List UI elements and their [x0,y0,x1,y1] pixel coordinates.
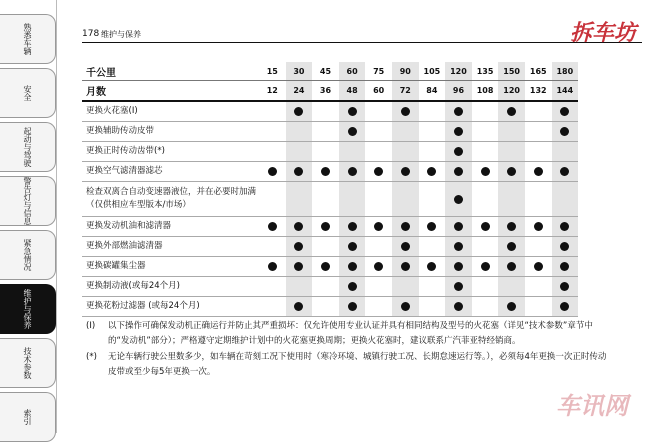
schedule-cell [498,277,525,297]
schedule-cell [419,162,446,182]
schedule-row [82,122,578,142]
service-dot-icon [507,262,516,271]
header-cell: 84 [419,81,446,102]
service-dot-icon [454,302,463,311]
schedule-cell [525,101,552,122]
schedule-cell [392,101,419,122]
service-dot-icon [454,147,463,156]
service-dot-icon [268,167,277,176]
schedule-cell [552,217,579,237]
service-dot-icon [534,262,543,271]
chapter-tab-label: 索引 [23,409,32,425]
service-dot-icon [454,195,463,204]
schedule-cell [445,277,472,297]
service-dot-icon [481,222,490,231]
service-dot-icon [454,107,463,116]
schedule-cell [525,297,552,317]
service-dot-icon [401,107,410,116]
header-cell: 60 [365,81,392,102]
footnote [86,319,608,350]
service-dot-icon [374,167,383,176]
header-cell: 120 [445,62,472,81]
footnotes [86,319,608,381]
header-cell: 150 [498,62,525,81]
schedule-table [82,62,578,317]
row-label: 更换火花塞(Ⅰ) [82,101,259,122]
service-dot-icon [294,262,303,271]
service-dot-icon [560,167,569,176]
header-cell: 30 [286,62,313,81]
schedule-cell [525,122,552,142]
schedule-cell [498,101,525,122]
schedule-cell [498,217,525,237]
row-label: 更换辅助传动皮带 [82,122,259,142]
schedule-cell [339,182,366,217]
header-cell: 165 [525,62,552,81]
schedule-cell [552,297,579,317]
schedule-cell [472,101,499,122]
row-label: 更换制动液(或每24个月) [82,277,259,297]
schedule-cell [445,237,472,257]
service-dot-icon [560,127,569,136]
schedule-cell [498,162,525,182]
schedule-cell [419,122,446,142]
footnote-text: 无论车辆行驶公里数多少，如车辆在苛刻工况下使用时（寒冷环境、城镇行驶工况、长期怠速运行等。），必须每4年更换一次正时传动皮带或至少每5年更换一次。 [108,351,607,378]
chapter-tab-label: 维护与保养 [23,289,32,329]
schedule-cell [312,182,339,217]
schedule-cell [552,122,579,142]
schedule-row [82,142,578,162]
chapter-tab[interactable] [0,230,56,280]
header-cell: 12 [259,81,286,102]
schedule-row [82,297,578,317]
schedule-cell [312,142,339,162]
service-dot-icon [534,222,543,231]
service-dot-icon [427,262,436,271]
service-dot-icon [427,167,436,176]
schedule-cell [339,122,366,142]
schedule-cell [472,122,499,142]
schedule-cell [525,182,552,217]
schedule-cell [392,217,419,237]
row-label: 更换正时传动齿带(*) [82,142,259,162]
schedule-cell [419,257,446,277]
header-cell: 60 [339,62,366,81]
schedule-cell [498,297,525,317]
schedule-cell [392,162,419,182]
schedule-cell [339,217,366,237]
schedule-cell [286,142,313,162]
header-cell: 75 [365,62,392,81]
header-cell: 105 [419,62,446,81]
schedule-cell [419,217,446,237]
schedule-cell [286,217,313,237]
service-dot-icon [560,222,569,231]
schedule-row [82,217,578,237]
schedule-cell [419,142,446,162]
page-number: 178 [82,29,100,39]
schedule-cell [525,142,552,162]
row-label: 检查双离合自动变速器液位，并在必要时加满（仅供相应车型版本/市场） [82,182,259,217]
service-dot-icon [560,302,569,311]
schedule-cell [445,217,472,237]
schedule-cell [259,142,286,162]
schedule-cell [392,182,419,217]
service-dot-icon [294,302,303,311]
service-dot-icon [427,222,436,231]
schedule-cell [392,142,419,162]
schedule-cell [392,297,419,317]
header-cell: 45 [312,62,339,81]
schedule-cell [472,217,499,237]
service-dot-icon [454,167,463,176]
schedule-cell [552,182,579,217]
header-cell: 72 [392,81,419,102]
header-cell: 90 [392,62,419,81]
schedule-cell [498,122,525,142]
schedule-row [82,237,578,257]
row-label: 月数 [82,81,259,102]
service-dot-icon [560,282,569,291]
service-dot-icon [348,167,357,176]
header-cell: 135 [472,62,499,81]
schedule-cell [286,162,313,182]
service-dot-icon [454,222,463,231]
schedule-row [82,182,578,217]
header-cell: 144 [552,81,579,102]
service-dot-icon [374,262,383,271]
page-header [82,21,642,46]
schedule-cell [259,217,286,237]
service-dot-icon [560,262,569,271]
schedule-cell [312,162,339,182]
schedule-cell [312,277,339,297]
schedule-cell [445,101,472,122]
service-dot-icon [401,242,410,251]
service-dot-icon [454,262,463,271]
schedule-cell [419,237,446,257]
schedule-cell [392,277,419,297]
schedule-cell [552,162,579,182]
schedule-cell [259,122,286,142]
tab-divider [56,0,57,433]
chapter-tab[interactable] [0,338,56,388]
schedule-row [82,257,578,277]
schedule-cell [365,122,392,142]
schedule-cell [525,237,552,257]
schedule-cell [259,297,286,317]
schedule-cell [339,257,366,277]
schedule-cell [339,297,366,317]
schedule-row [82,101,578,122]
service-dot-icon [294,167,303,176]
schedule-cell [312,257,339,277]
schedule-cell [472,237,499,257]
schedule-cell [339,101,366,122]
service-dot-icon [560,242,569,251]
schedule-cell [286,277,313,297]
schedule-cell [419,277,446,297]
header-cell: 48 [339,81,366,102]
schedule-cell [525,162,552,182]
chapter-tab-label: 紧急情况 [23,239,32,271]
schedule-cell [365,257,392,277]
service-dot-icon [560,107,569,116]
header-cell: 24 [286,81,313,102]
header-cell: 36 [312,81,339,102]
schedule-cell [472,257,499,277]
schedule-row [82,162,578,182]
service-dot-icon [348,107,357,116]
chapter-tab[interactable] [0,176,56,226]
service-dot-icon [454,282,463,291]
row-label: 更换花粉过滤器 (或每24个月) [82,297,259,317]
schedule-cell [552,257,579,277]
chapter-tab-active[interactable] [0,284,56,334]
service-dot-icon [401,262,410,271]
service-dot-icon [348,127,357,136]
chapter-tab[interactable] [0,68,56,118]
schedule-cell [259,182,286,217]
schedule-cell [445,182,472,217]
month-header-row [82,81,578,102]
schedule-row [82,277,578,297]
schedule-cell [339,162,366,182]
schedule-cell [286,237,313,257]
service-dot-icon [507,167,516,176]
header-cell: 180 [552,62,579,81]
header-cell: 120 [498,81,525,102]
schedule-cell [312,122,339,142]
schedule-cell [365,217,392,237]
schedule-cell [445,162,472,182]
chapter-tab-label: 安全 [23,85,32,101]
schedule-cell [365,162,392,182]
service-dot-icon [507,107,516,116]
km-header-row [82,62,578,81]
service-dot-icon [348,242,357,251]
schedule-cell [312,237,339,257]
schedule-cell [445,122,472,142]
chapter-tab-label: 起动与驾驶 [23,127,32,167]
service-dot-icon [401,167,410,176]
service-dot-icon [454,127,463,136]
service-dot-icon [481,167,490,176]
service-dot-icon [348,222,357,231]
service-dot-icon [507,302,516,311]
schedule-cell [392,237,419,257]
schedule-cell [312,101,339,122]
schedule-cell [365,142,392,162]
schedule-cell [552,101,579,122]
watermark: 车讯网 [556,392,628,420]
schedule-cell [472,297,499,317]
service-dot-icon [321,167,330,176]
service-dot-icon [481,262,490,271]
schedule-cell [339,237,366,257]
service-dot-icon [507,242,516,251]
schedule-cell [472,182,499,217]
schedule-cell [259,101,286,122]
schedule-cell [365,101,392,122]
schedule-cell [419,297,446,317]
schedule-cell [525,257,552,277]
schedule-cell [472,142,499,162]
schedule-cell [472,162,499,182]
service-dot-icon [348,302,357,311]
service-dot-icon [374,222,383,231]
schedule-cell [552,237,579,257]
schedule-cell [339,277,366,297]
service-dot-icon [268,222,277,231]
service-dot-icon [321,222,330,231]
row-label: 更换外部燃油滤清器 [82,237,259,257]
header-cell: 132 [525,81,552,102]
schedule-cell [445,142,472,162]
header-cell: 96 [445,81,472,102]
service-dot-icon [321,262,330,271]
chapter-tab[interactable] [0,14,56,64]
footnote [86,350,608,381]
chapter-tab-label: 技术参数 [23,347,32,379]
schedule-cell [312,297,339,317]
schedule-cell [365,182,392,217]
service-dot-icon [454,242,463,251]
chapter-tab[interactable] [0,392,56,442]
schedule-cell [445,297,472,317]
schedule-cell [286,257,313,277]
schedule-cell [419,101,446,122]
row-label: 千公里 [82,62,259,81]
schedule-cell [339,142,366,162]
schedule-cell [286,297,313,317]
service-dot-icon [294,107,303,116]
schedule-cell [392,257,419,277]
schedule-cell [525,217,552,237]
row-label: 更换碳罐集尘器 [82,257,259,277]
chapter-tabs [0,14,56,446]
footnote-mark: (*) [86,351,97,362]
schedule-cell [259,237,286,257]
schedule-cell [498,257,525,277]
schedule-cell [259,162,286,182]
service-dot-icon [294,222,303,231]
schedule-cell [498,237,525,257]
header-cell: 15 [259,62,286,81]
service-dot-icon [348,282,357,291]
service-dot-icon [294,242,303,251]
schedule-cell [498,182,525,217]
row-label: 更换发动机油和滤清器 [82,217,259,237]
row-label: 更换空气滤清器滤芯 [82,162,259,182]
schedule-cell [552,142,579,162]
schedule-cell [365,277,392,297]
schedule-cell [286,101,313,122]
schedule-cell [286,122,313,142]
schedule-cell [445,257,472,277]
schedule-cell [365,237,392,257]
service-dot-icon [401,302,410,311]
chapter-tab-label: 熟悉车辆 [23,23,32,55]
chapter-tab[interactable] [0,122,56,172]
schedule-cell [365,297,392,317]
footnote-text: 以下操作可确保发动机正确运行并防止其严重损坏：仅允许使用专业认证并具有相同结构及型号的火花塞（详见“技术参数”章节中的“发动机”部分）；严格遵守定期维护计划中的火花塞更换周期；更换火花塞时，建议联系广汽菲亚特经销商。 [108,321,593,347]
service-dot-icon [507,222,516,231]
service-dot-icon [401,222,410,231]
schedule-cell [472,277,499,297]
chapter-tab-label: 警告灯与信息 [23,177,32,225]
schedule-cell [498,142,525,162]
schedule-cell [259,257,286,277]
maintenance-schedule [82,62,578,317]
schedule-cell [392,122,419,142]
schedule-cell [525,277,552,297]
schedule-cell [312,217,339,237]
service-dot-icon [534,167,543,176]
schedule-cell [259,277,286,297]
service-dot-icon [268,262,277,271]
schedule-cell [286,182,313,217]
schedule-cell [419,182,446,217]
service-dot-icon [348,262,357,271]
footnote-mark: (Ⅰ) [86,321,96,331]
header-cell: 108 [472,81,499,102]
brand-logo: 拆车坊 [569,21,636,46]
page-title: 维护与保养 [101,30,141,39]
schedule-cell [552,277,579,297]
